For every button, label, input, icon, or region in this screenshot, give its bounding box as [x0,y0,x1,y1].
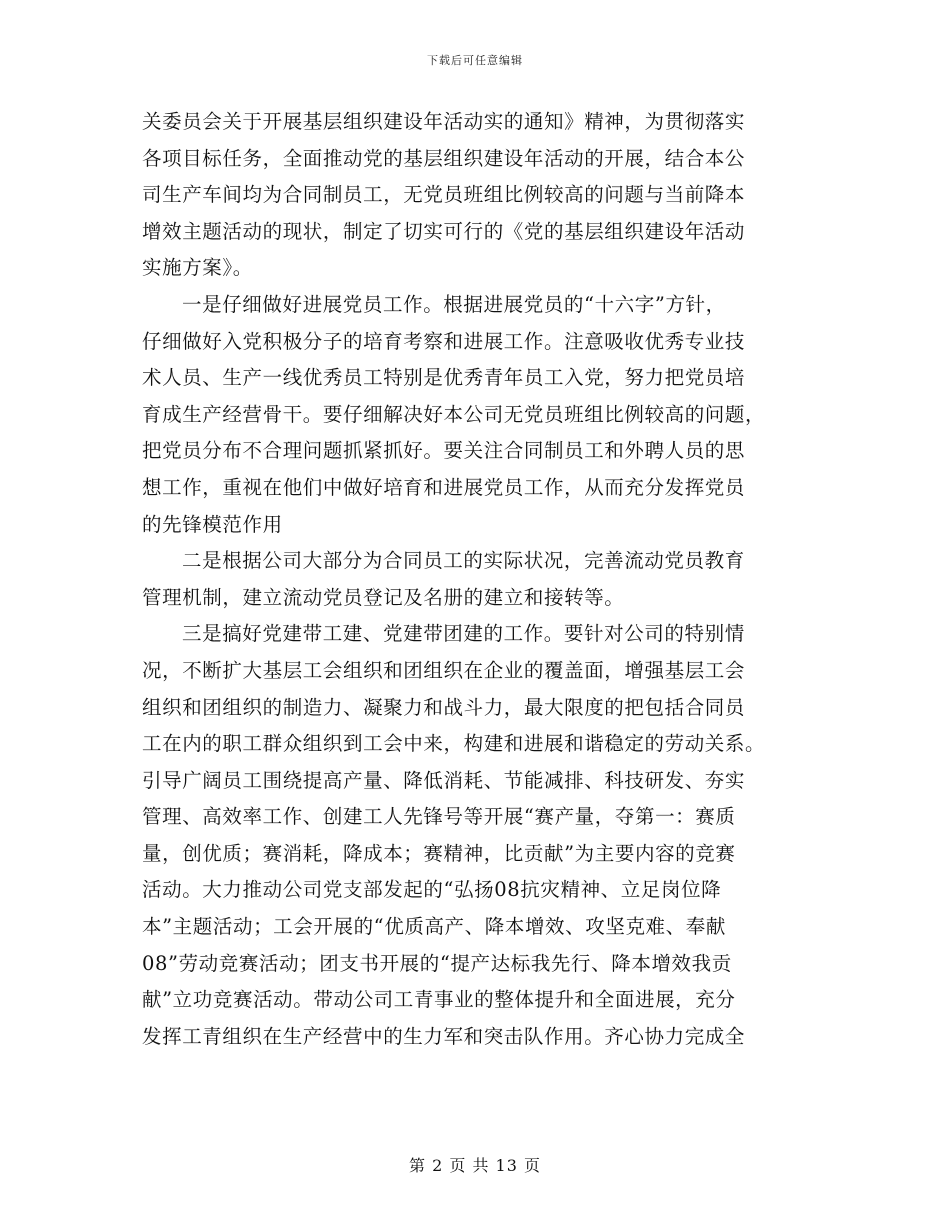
text-line: 术人员、生产一线优秀员工特别是优秀青年员工入党，努力把党员培 [142,366,746,390]
text-line: 引导广阔员工围绕提高产量、降低消耗、节能减排、科技研发、夯实 [142,768,746,792]
text-line: 关委员会关于开展基层组织建设年活动实的通知》精神，为贯彻落实 [142,110,746,133]
text-line: 量，创优质；赛消耗，降成本；赛精神，比贡献”为主要内容的竞赛 [142,841,736,865]
paragraph [142,104,814,287]
text-line: 管理、高效率工作、创建工人先锋号等开展“赛产量，夺第一：赛质 [142,805,736,829]
page-header: 下载后可任意编辑 [427,54,523,67]
text-line: 实施方案》。 [142,256,253,280]
text-line: 发挥工青组织在生产经营中的生力军和突击队作用。齐心协力完成全 [142,1024,746,1048]
text-line: 仔细做好入党积极分子的培育考察和进展工作。注意吸收优秀专业技 [142,329,746,353]
text-line: 增效主题活动的现状，制定了切实可行的《党的基层组织建设年活动 [142,219,746,243]
text-line: 三是搞好党建带工建、党建带团建的工作。要针对公司的特别情 [182,622,745,646]
text-line: 把党员分布不合理问题抓紧抓好。要关注合同制员工和外聘人员的思 [142,439,746,463]
paragraph [142,287,814,543]
text-line: 活动。大力推动公司党支部发起的“弘扬08抗灾精神、立足岗位降 [142,878,722,902]
text-line: 二是根据公司大部分为合同员工的实际状况，完善流动党员教育 [182,549,745,573]
text-line: 献”立功竞赛活动。带动公司工青事业的整体提升和全面进展，充分 [142,988,736,1012]
text-line: 况，不断扩大基层工会组织和团组织在企业的覆盖面，增强基层工会 [142,658,746,682]
text-line: 的先锋模范作用 [142,512,283,536]
page-footer: 第 2 页 共 13 页 [409,1156,541,1175]
paragraph [142,543,814,616]
text-line: 本”主题活动；工会开展的“优质高产、降本增效、攻坚克难、奉献 [142,915,726,939]
text-line: 各项目标任务，全面推动党的基层组织建设年活动的开展，结合本公 [142,146,746,170]
document-body [142,104,814,1055]
text-line: 育成生产经营骨干。要仔细解决好本公司无党员班组比例较高的问题， [142,402,766,426]
text-line: 一是仔细做好进展党员工作。根据进展党员的“十六字”方针， [182,292,726,316]
text-line: 组织和团组织的制造力、凝聚力和战斗力，最大限度的把包括合同员 [142,695,746,719]
text-line: 想工作，重视在他们中做好培育和进展党员工作，从而充分发挥党员 [142,475,746,499]
text-line: 司生产车间均为合同制员工，无党员班组比例较高的问题与当前降本 [142,183,746,207]
text-line: 管理机制，建立流动党员登记及名册的建立和接转等。 [142,585,625,609]
text-line: 08”劳动竞赛活动；团支书开展的“提产达标我先行、降本增效我贡 [142,951,732,975]
text-line: 工在内的职工群众组织到工会中来，构建和进展和谐稳定的劳动关系。 [142,732,766,756]
paragraph [142,616,814,1055]
